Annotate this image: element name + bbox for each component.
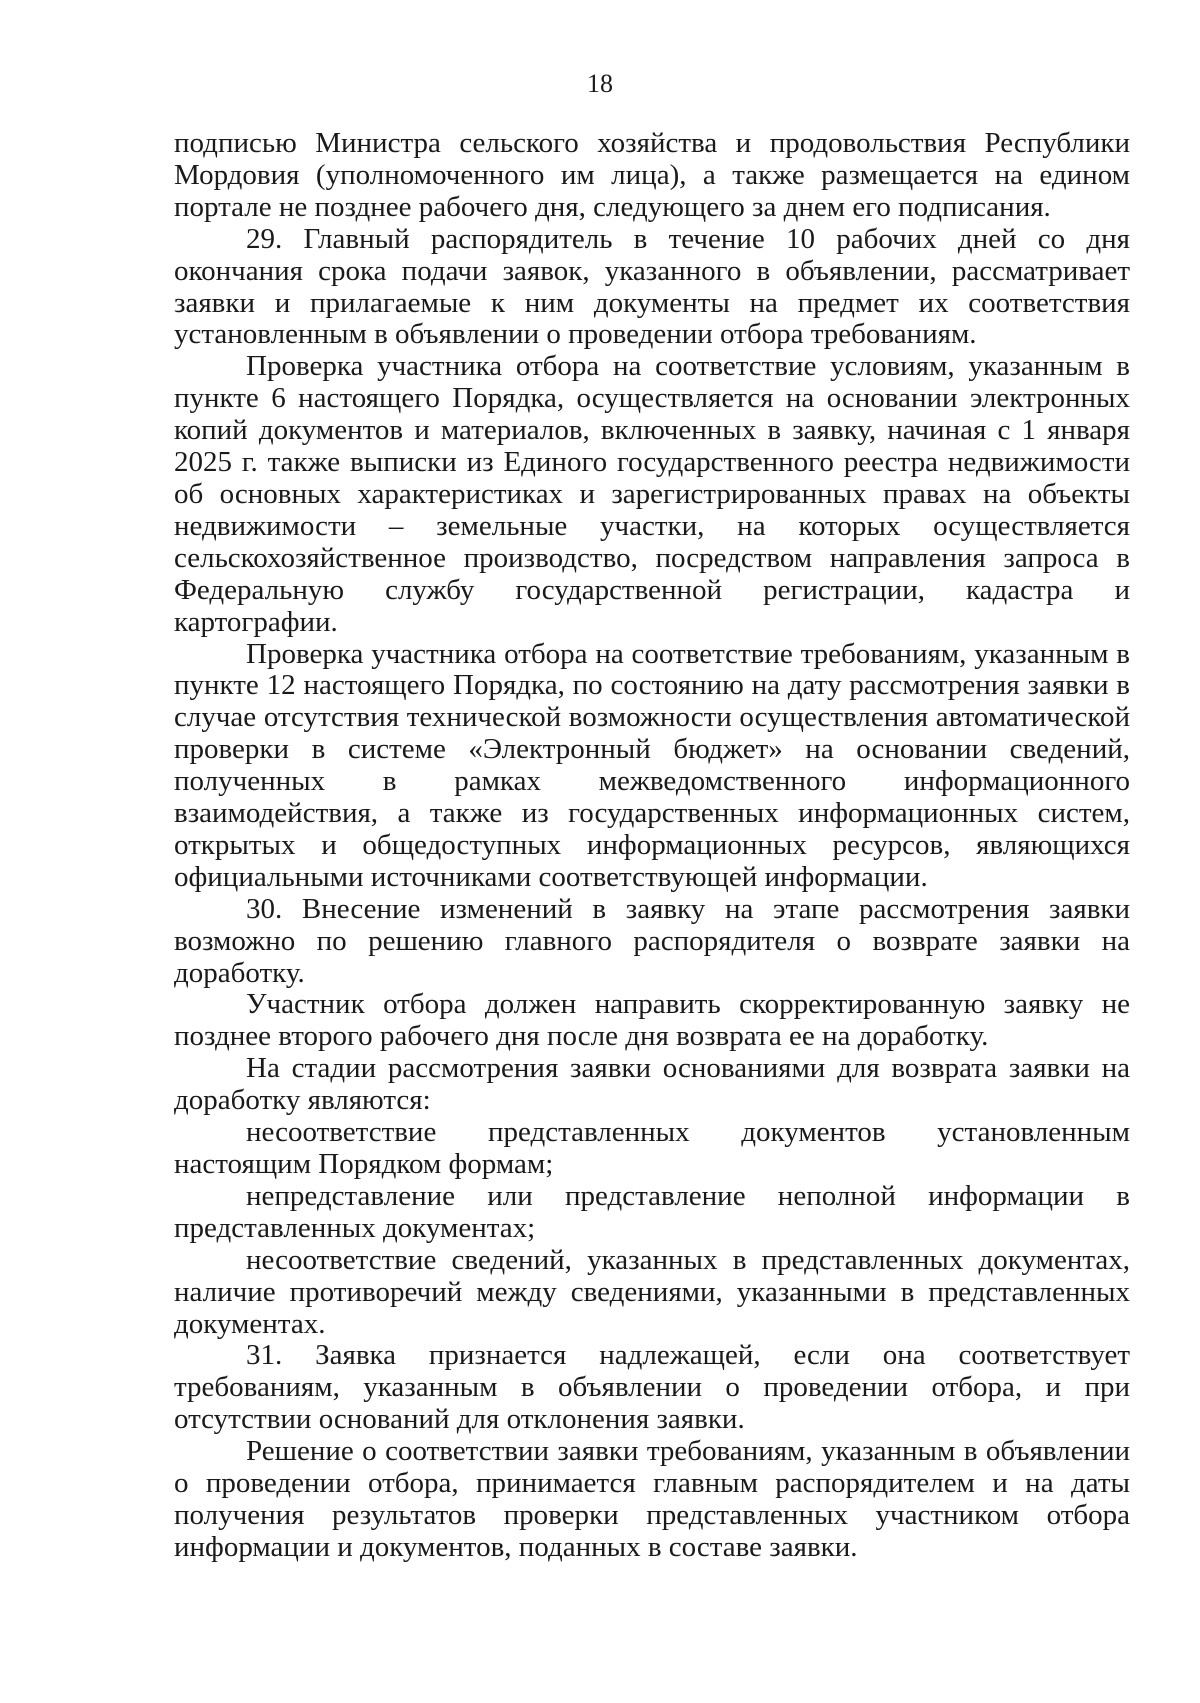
paragraph: Проверка участника отбора на соответствие условиям, указанным в пункте 6 настоящего Порядка, осуществляется на основании электронных копий документов и материалов, включенных в заявку, начиная с 1 января 2025 г. также выписки из Единого государственного реестра недвижимости об основных характеристиках и зарегистрированных правах на объекты недвижимости – земельные участки, на которых осуществляется сельскохозяйственное производство, посредством направления запроса в Федеральную службу государственной регистрации, кадастра и картографии.	[174, 350, 1130, 638]
paragraph: Решение о соответствии заявки требованиям, указанным в объявлении о проведении отбора, принимается главным распорядителем и на даты получения результатов проверки представленных участником отбора информации и документов, поданных в составе заявки.	[174, 1435, 1130, 1563]
paragraph: подписью Министра сельского хозяйства и продовольствия Республики Мордовия (уполномоченного им лица), а также размещается на едином портале не позднее рабочего дня, следующего за днем его подписания.	[174, 127, 1130, 223]
paragraph: непредставление или представление неполной информации в представленных документах;	[174, 1179, 1130, 1244]
page-number: 18	[587, 69, 613, 98]
paragraph: 30. Внесение изменений в заявку на этапе рассмотрения заявки возможно по решению главного распорядителя о возврате заявки на доработку.	[174, 892, 1130, 989]
paragraph: 31. Заявка признается надлежащей, если она соответствует требованиям, указанным в объявлении о проведении отбора, и при отсутствии оснований для отклонения заявки.	[174, 1339, 1130, 1436]
paragraph: Проверка участника отбора на соответствие требованиям, указанным в пункте 12 настоящего Порядка, по состоянию на дату рассмотрения заявки в случае отсутствия технической возможности осуществления автоматической проверки в системе «Электронный бюджет» на основании сведений, полученных в рамках межведомственного информационного взаимодействия, а также из государственных информационных систем, открытых и общедоступных информационных ресурсов, являющихся официальными источниками соответствующей информации.	[174, 637, 1130, 893]
paragraph: несоответствие представленных документов установленным настоящим Порядком формам;	[174, 1116, 1130, 1180]
paragraph: Участник отбора должен направить скорректированную заявку не позднее второго рабочего дня после дня возврата ее на доработку.	[174, 988, 1130, 1053]
paragraph: На стадии рассмотрения заявки основаниями для возврата заявки на доработку являются:	[174, 1052, 1130, 1117]
paragraph: несоответствие сведений, указанных в представленных документах, наличие противоречий между сведениями, указанными в представленных документах.	[174, 1243, 1130, 1340]
document-body	[174, 128, 1130, 1564]
paragraph: 29. Главный распорядитель в течение 10 рабочих дней со дня окончания срока подачи заявок, указанного в объявлении, рассматривает заявки и прилагаемые к ним документы на предмет их соответствия установленным в объявлении о проведении отбора требованиям.	[174, 222, 1130, 351]
